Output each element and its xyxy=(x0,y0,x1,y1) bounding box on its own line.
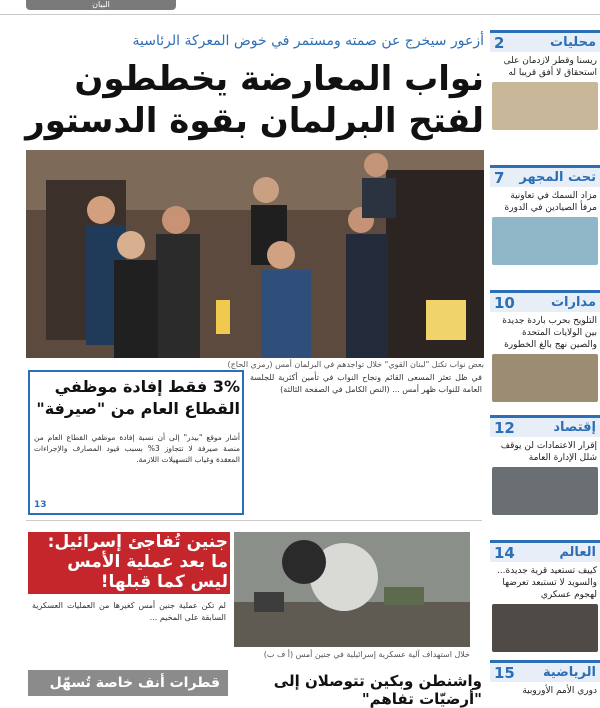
column-text: لم تكن عملية جنين أمس كغيرها من العمليات العسكرية السابقة على المخيم ... xyxy=(32,601,226,622)
sidebar-header xyxy=(490,165,600,187)
sidebar-header xyxy=(490,660,600,682)
sidebar-title: إقتصاد xyxy=(553,420,596,435)
sidebar-image xyxy=(492,82,598,130)
sidebar-image xyxy=(492,217,598,265)
photo-caption: بعض نواب تكتل "لبنان القوي" خلال تواجدهم في البرلمان أمس (رمزي الحاج) xyxy=(227,360,484,369)
masthead xyxy=(0,0,600,15)
sidebar-header xyxy=(490,540,600,562)
bottom-banner-text: قطرات أنف خاصة تُسهّل xyxy=(49,675,220,691)
sidebar-image xyxy=(492,604,598,652)
main-photo xyxy=(26,150,484,358)
sidebar-item-4 xyxy=(490,415,600,515)
sidebar-title: العالم xyxy=(559,545,596,560)
sidebar-page: 7 xyxy=(494,168,505,187)
sidebar-item-6 xyxy=(490,660,600,697)
box-body: أشار موقع "بيدر" إلى أن نسبة إفادة موظفي القطاع العام من منصة صيرفة لا تتجاوز 3% بسبب قيود المصارف والإجراءات المعقدة وغياب التسهيلات اللازمة. xyxy=(34,433,240,464)
main-photo-illustration xyxy=(26,150,484,358)
sidebar-title: محليات xyxy=(550,35,596,50)
sidebar-page: 10 xyxy=(494,293,515,312)
sidebar-page: 12 xyxy=(494,418,515,437)
sidebar-item-3 xyxy=(490,290,600,402)
sidebar-title: مدارات xyxy=(550,295,596,310)
sidebar-image xyxy=(492,354,598,402)
second-photo-illustration xyxy=(234,532,470,647)
sidebar-header xyxy=(490,290,600,312)
sidebar-text: ريسنا وقطر لازدمان على استحقاق لا أفق قريبا له xyxy=(503,56,597,78)
sidebar-text: إقرار الاعتمادات لن يوقف شلل الإدارة العامة xyxy=(500,441,597,463)
sidebar-item-2 xyxy=(490,165,600,265)
box-page-number: 13 xyxy=(34,500,47,510)
logo-text: البيان xyxy=(92,0,110,9)
sidebar-header xyxy=(490,415,600,437)
sidebar-page: 15 xyxy=(494,663,515,682)
bottom-headline-banner xyxy=(28,670,228,696)
sidebar-title: الرياضية xyxy=(543,665,596,680)
sidebar-page: 2 xyxy=(494,33,505,52)
logo xyxy=(26,0,176,10)
headline: نواب المعارضة يخططون لفتح البرلمان بقوة الدستور xyxy=(25,59,484,141)
bottom-headline: واشنطن وبكين تتوصلان إلى "أرضيّات تفاهم" xyxy=(273,672,482,708)
lead-text: في ظل تعثر المسعى القائم ونجاح النواب في تأمين أكثرية للجلسة العامة للنواب ظهر أمس ... (النص الكامل في الصفحة الثالثة) xyxy=(250,373,482,394)
second-photo xyxy=(234,532,470,647)
sidebar xyxy=(490,30,600,700)
badge-headline: جنين تُفاجئ إسرائيل: ما بعد عملية الأمس ليس كما قبلها! xyxy=(47,532,228,592)
second-photo-caption: خلال استهداف آلية عسكرية إسرائيلية في جنين أمس (أ ف ب) xyxy=(263,650,470,659)
sidebar-text: التلويح بحرب باردة جديدة بين الولايات المتحدة والصين نهج بالغ الخطورة xyxy=(502,316,597,350)
sidebar-item-1 xyxy=(490,30,600,130)
sidebar-text: دوري الأمم الأوروبية xyxy=(522,686,597,696)
sidebar-header xyxy=(490,30,600,52)
divider xyxy=(26,520,482,521)
box-title: 3% فقط إفادة موظفي القطاع العام من "صيرفة" xyxy=(36,377,240,418)
sidebar-item-5 xyxy=(490,540,600,652)
sidebar-title: تحت المجهر xyxy=(519,170,596,185)
sidebar-page: 14 xyxy=(494,543,515,562)
sidebar-text: مزاد السمك في تعاونية مرفأ الصيادين في الدورة xyxy=(504,191,597,213)
sidebar-text: كييف تستعيد قرية جديدة... والسويد لا تستبعد تعرضها لهجوم عسكري xyxy=(496,566,597,600)
kicker: أزعور سيخرج عن صمته ومستمر في خوض المعركة الرئاسية xyxy=(132,33,484,49)
sidebar-image xyxy=(492,467,598,515)
